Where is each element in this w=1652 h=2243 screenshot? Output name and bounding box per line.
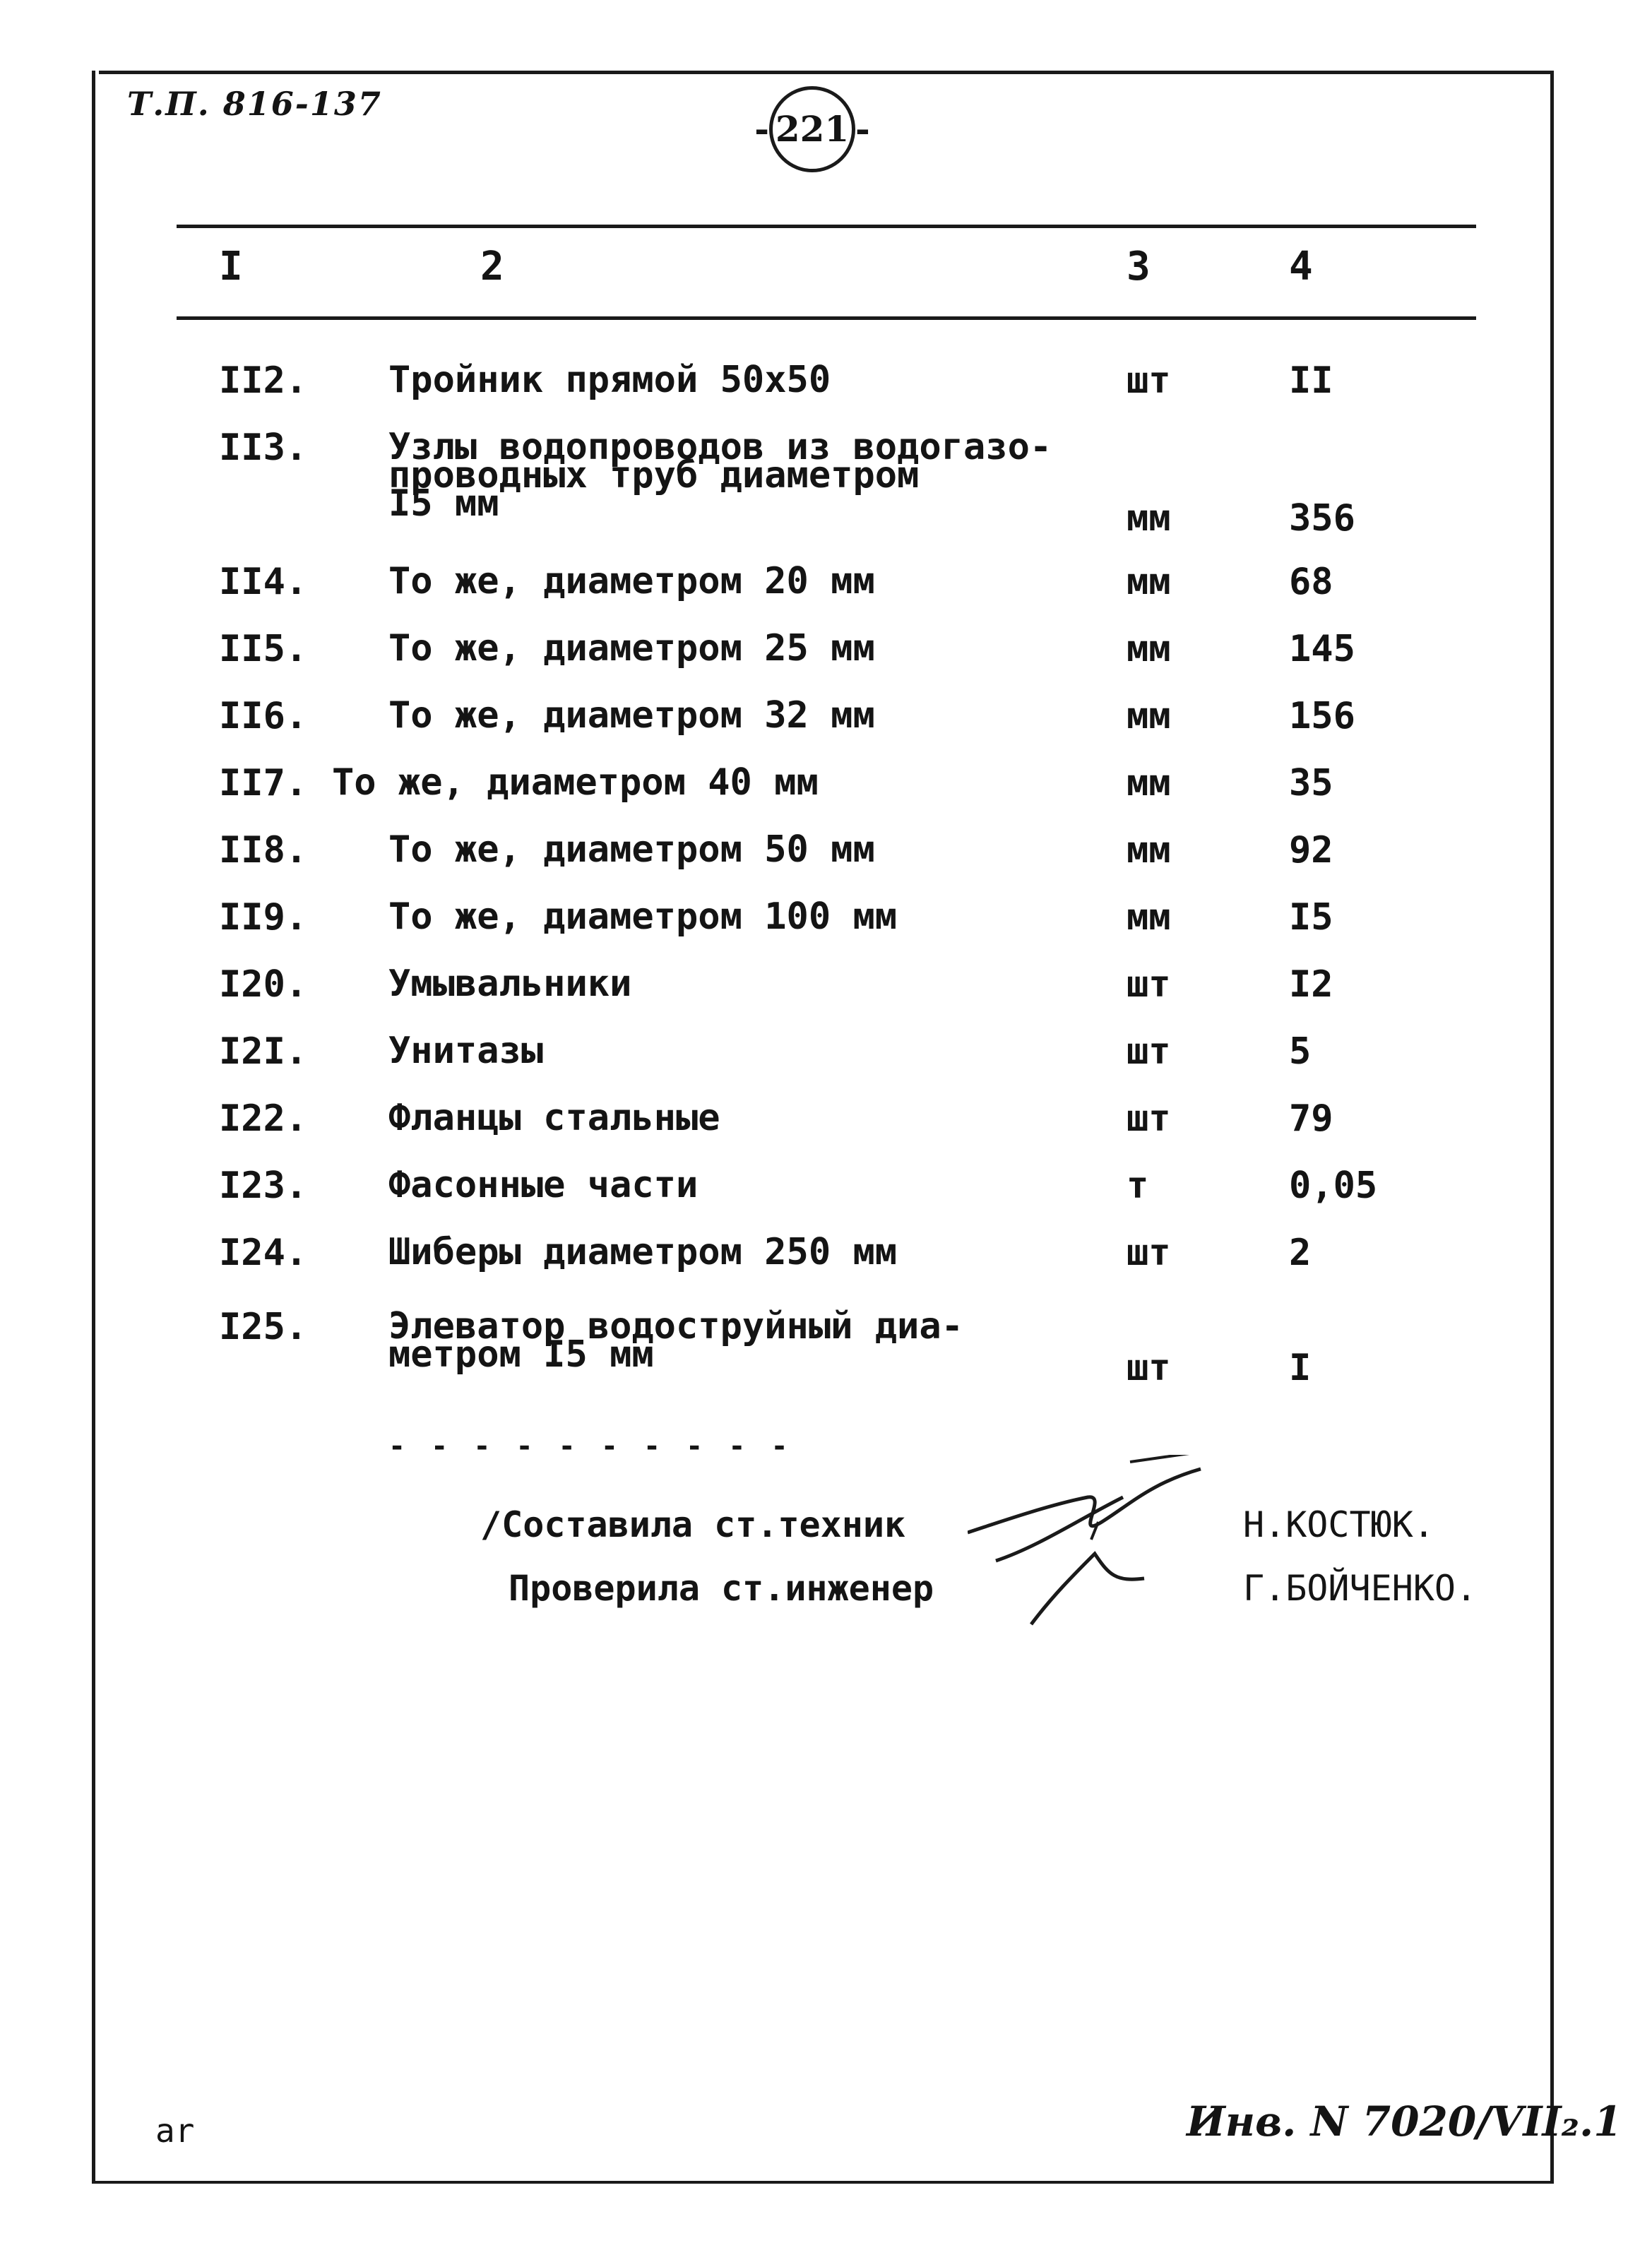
row-unit: мм (1127, 497, 1171, 540)
footer-mark: ar (155, 2112, 195, 2150)
row-number: II2. (219, 359, 308, 402)
table-row (0, 360, 1652, 424)
table-row (0, 696, 1652, 759)
end-of-list-separator: - - - - - - - - - - (388, 1430, 792, 1463)
table-row (0, 1165, 1652, 1229)
row-name: То же, диаметром 20 мм (388, 560, 875, 602)
row-name: Фланцы стальные (388, 1097, 720, 1139)
compiled-by-label: /Составила ст.техник (480, 1504, 906, 1545)
table-row (0, 1098, 1652, 1162)
row-number: II8. (219, 829, 308, 871)
table-row (0, 629, 1652, 692)
table-top-rule (177, 225, 1476, 228)
row-unit: шт (1127, 963, 1171, 1006)
table-row (0, 561, 1652, 625)
row-unit: шт (1127, 1232, 1171, 1274)
row-name: Тройник прямой 50х50 (388, 359, 831, 401)
row-number: I24. (219, 1232, 308, 1274)
table-row (0, 1232, 1652, 1296)
row-unit: мм (1127, 628, 1171, 670)
row-unit: шт (1127, 1030, 1171, 1073)
row-quantity: 79 (1289, 1097, 1333, 1140)
column-header-4: 4 (1289, 244, 1313, 290)
column-header-3: 3 (1127, 244, 1151, 290)
row-number: II9. (219, 896, 308, 939)
row-number: I25. (219, 1306, 308, 1348)
row-quantity: 356 (1289, 497, 1355, 540)
table-row (0, 1031, 1652, 1095)
row-quantity: 145 (1289, 628, 1355, 670)
page-border-bottom (92, 2181, 1554, 2184)
table-row (0, 830, 1652, 893)
row-name: Унитазы (388, 1030, 544, 1072)
row-quantity: 92 (1289, 829, 1333, 871)
table-row (0, 897, 1652, 960)
row-name: То же, диаметром 100 мм (388, 896, 898, 938)
inventory-number: Инв. N 7020/VII₂.1 (1187, 2098, 1622, 2146)
page-border-top (99, 71, 1554, 74)
row-number: II6. (219, 695, 308, 737)
row-unit: шт (1127, 1347, 1171, 1389)
column-header-2: 2 (480, 244, 504, 290)
row-quantity: II (1289, 359, 1333, 402)
table-row (0, 763, 1652, 826)
row-unit: шт (1127, 1097, 1171, 1140)
row-quantity: 2 (1289, 1232, 1312, 1274)
row-unit: мм (1127, 695, 1171, 737)
row-unit: шт (1127, 359, 1171, 402)
row-name: Шиберы диаметром 250 мм (388, 1231, 898, 1273)
row-name: То же, диаметром 25 мм (388, 627, 875, 670)
row-name: То же, диаметром 32 мм (388, 694, 875, 737)
row-unit: мм (1127, 829, 1171, 871)
table-row (0, 964, 1652, 1028)
row-number: I2I. (219, 1030, 308, 1073)
row-quantity: 0,05 (1289, 1165, 1378, 1207)
row-name: Узлы водопроводов из водогазо- проводных труб диаметром I5 мм (388, 426, 1052, 525)
row-number: I22. (219, 1097, 308, 1140)
row-name: То же, диаметром 50 мм (388, 828, 875, 871)
compiled-by-name: Н.КОСТЮК. (1243, 1504, 1434, 1545)
row-quantity: 156 (1289, 695, 1355, 737)
table-header-rule (177, 316, 1476, 320)
row-quantity: 68 (1289, 561, 1333, 603)
checked-by-name: Г.БОЙЧЕНКО. (1243, 1568, 1478, 1609)
row-number: I23. (219, 1165, 308, 1207)
checked-by-label: Проверила ст.инженер (509, 1568, 934, 1609)
row-unit: мм (1127, 762, 1171, 804)
document-code: Т.П. 816-137 (127, 85, 382, 123)
row-name: Элеватор водоструйный диа- метром I5 мм (388, 1305, 963, 1376)
page-number: - 221 - (720, 86, 904, 172)
row-quantity: I5 (1289, 896, 1333, 939)
row-name: Умывальники (388, 963, 632, 1005)
table-row (0, 1307, 1652, 1398)
page-number-circle: 221 (769, 86, 855, 172)
row-unit: мм (1127, 561, 1171, 603)
row-name: То же, диаметром 40 мм (332, 761, 819, 804)
row-number: I20. (219, 963, 308, 1006)
row-number: II7. (219, 762, 308, 804)
compiled-by-text: Составила ст.техник (501, 1504, 906, 1545)
row-quantity: 5 (1289, 1030, 1312, 1073)
handwritten-signature (968, 1455, 1250, 1646)
table-row (0, 427, 1652, 540)
row-name: Фасонные части (388, 1164, 699, 1206)
row-quantity: I (1289, 1347, 1312, 1389)
row-unit: т (1127, 1165, 1149, 1207)
row-number: II3. (219, 427, 308, 469)
row-quantity: I2 (1289, 963, 1333, 1006)
row-number: II4. (219, 561, 308, 603)
row-number: II5. (219, 628, 308, 670)
row-quantity: 35 (1289, 762, 1333, 804)
column-header-1: I (219, 244, 243, 290)
row-unit: мм (1127, 896, 1171, 939)
